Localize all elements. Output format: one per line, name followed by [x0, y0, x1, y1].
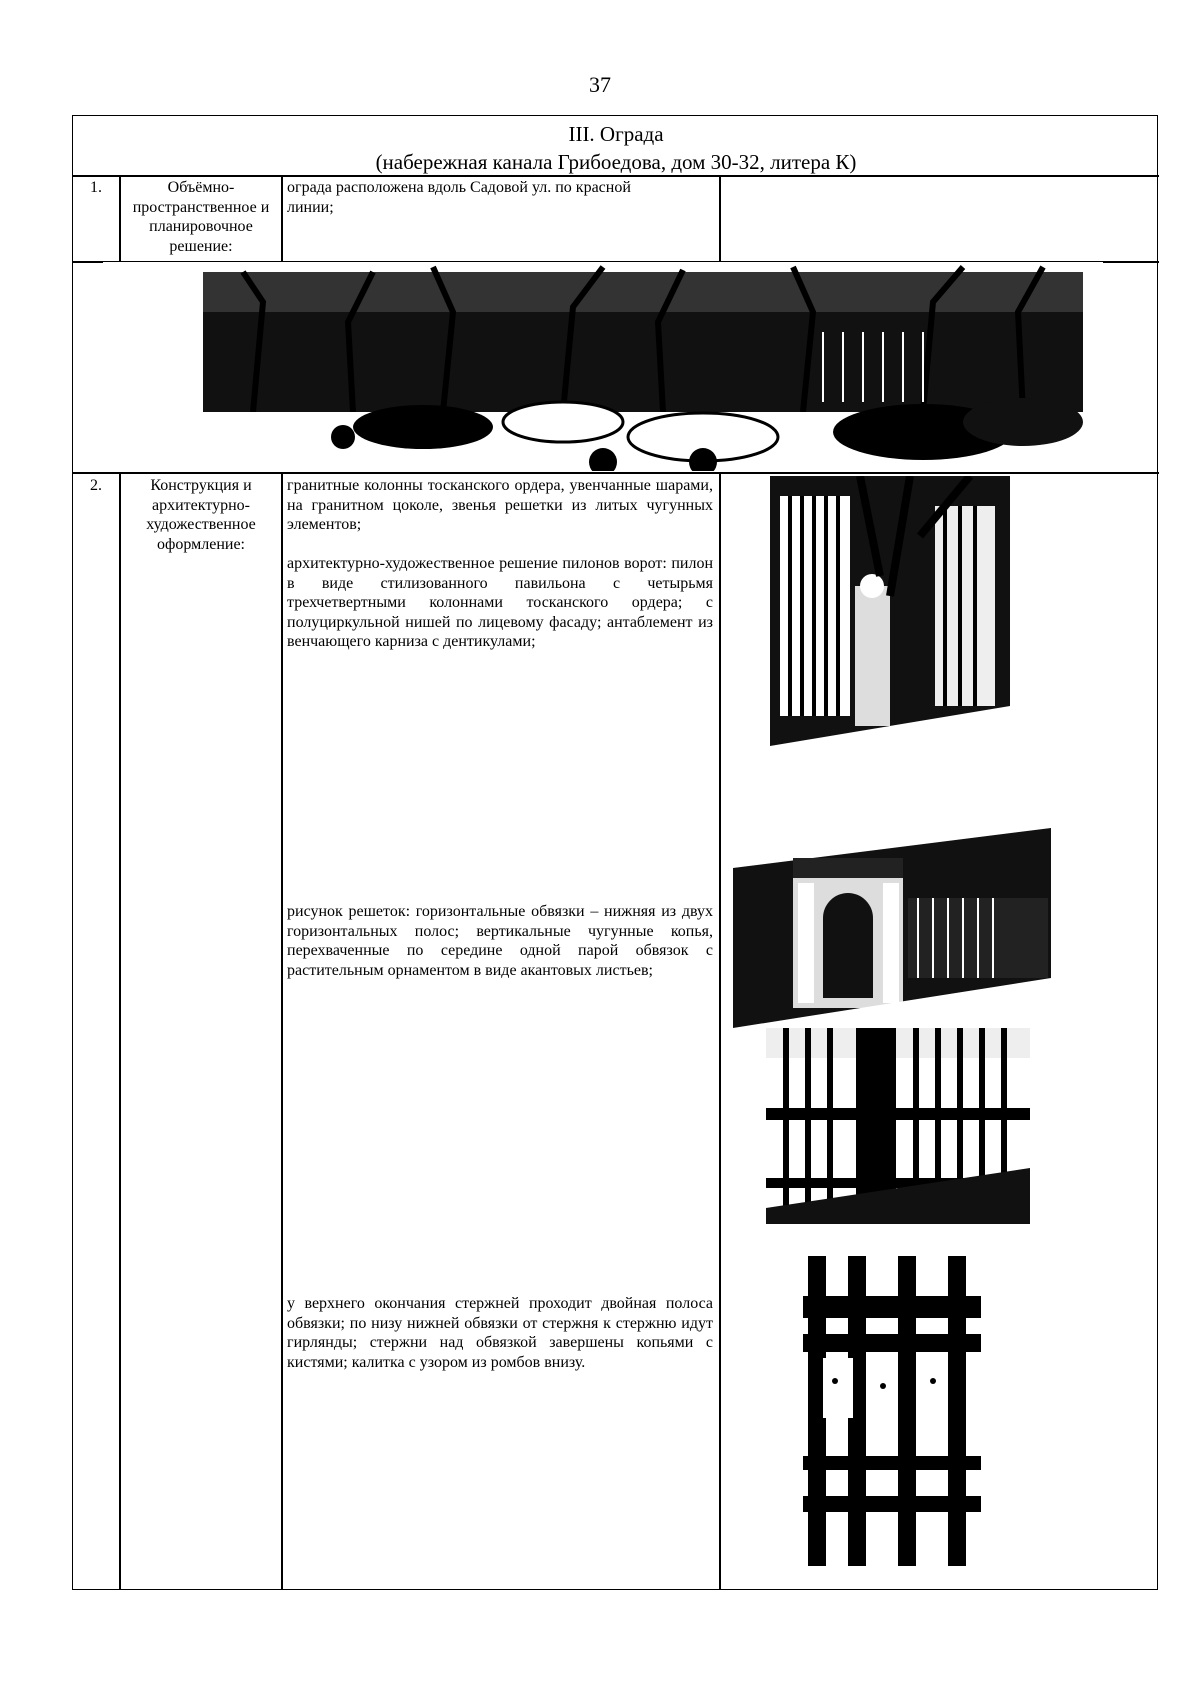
section-title: III. Ограда	[568, 122, 664, 146]
grille-detail-photo	[766, 1028, 1030, 1224]
row1-description: ограда расположена вдоль Садовой ул. по красной линии;	[287, 179, 631, 216]
col-rule-2c	[719, 472, 721, 1589]
fence-panorama-photo	[103, 262, 1103, 471]
section-subtitle: (набережная канала Грибоедова, дом 30-32, литера К)	[375, 150, 857, 174]
section-header	[73, 120, 1159, 176]
col-rule-1b	[281, 175, 283, 261]
rule-photo	[73, 472, 1159, 474]
col-rule-2a	[119, 472, 121, 1589]
rule-header	[73, 175, 1159, 177]
page-number: 37	[589, 72, 611, 97]
col-rule-1c	[719, 175, 721, 261]
row2-description-gate	[287, 1294, 713, 1372]
row1-label: Объёмно-пространственное и планировочное решение:	[132, 179, 270, 255]
row2-text-block-3: рисунок решеток: горизонтальные обвязки – нижняя из двух горизонтальных полос; вертикальные чугунные копья, перехваченные по середине одной парой обвязок с растительным орнаментом в виде акантовых листьев;	[287, 903, 713, 979]
row2-description	[287, 476, 713, 652]
row2-text-block-2: архитектурно-художественное решение пилонов ворот: пилон в виде стилизованного павильона с четырьмя трехчетвертными колоннами тосканского ордера; с полуциркульной нишей по лицевому фасаду; антаблемент из венчающего карниза с дентикулами;	[287, 555, 713, 650]
fence-table	[72, 115, 1158, 1590]
rail-tips-photo	[803, 1256, 981, 1566]
fence-column-photo	[770, 476, 1010, 788]
row2-label: Конструкция и архитектурно-художественное оформление:	[146, 477, 256, 553]
col-rule-1a	[119, 175, 121, 261]
gate-pylon-photo	[733, 788, 1051, 1028]
row2-number: 2.	[90, 477, 102, 494]
row2-text-block-1: гранитные колонны тосканского ордера, увенчанные шарами, на гранитном цоколе, звенья решетки из литых чугунных элементов;	[287, 477, 713, 533]
row2-description-grille	[287, 902, 713, 980]
col-rule-2b	[281, 472, 283, 1589]
row2-text-block-4: у верхнего окончания стержней проходит двойная полоса обвязки; по низу нижней обвязки от стержня к стержню идут гирлянды; стержни над обвязкой завершены копьями с кистями; калитка с узором из ромбов внизу.	[287, 1295, 713, 1371]
row1-number: 1.	[90, 179, 102, 196]
